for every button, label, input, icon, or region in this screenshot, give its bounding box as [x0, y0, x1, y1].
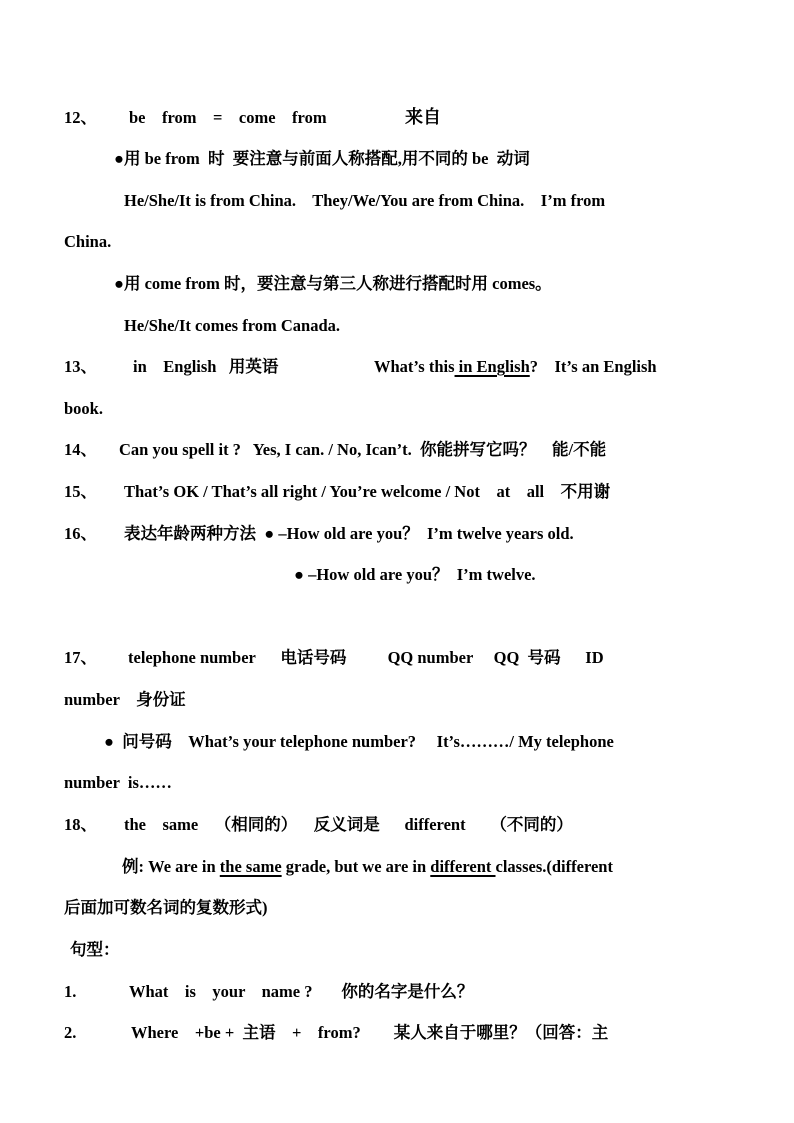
item-17-bullet: ● 问号码 What’s your telephone number? It’s………/ My telephone: [104, 732, 614, 751]
item-14-text: Can you spell it ? Yes, I can. / No, Ican’t. 你能拼写它吗？ 能/不能: [119, 440, 607, 459]
item-18-example-cont: 后面加可数名词的复数形式): [64, 898, 268, 917]
item-18-text: the same （相同的） 反义词是 different （不同的）: [124, 815, 573, 834]
pattern-1-number: 1.: [64, 982, 77, 1001]
item-15-text: That’s OK / That’s all right / You’re welcome / Not at all 不用谢: [124, 482, 611, 501]
item-12-example-1: He/She/It is from China. They/We/You are from China. I’m from: [124, 191, 606, 210]
item-13-example-cont: book.: [64, 399, 103, 418]
item-18-example-prefix: 例: We are in: [122, 857, 220, 876]
item-12-example-2: He/She/It comes from Canada.: [124, 316, 341, 335]
item-18-example-suffix: classes.(different: [495, 857, 613, 876]
item-18-underlined-same: the same: [219, 857, 282, 876]
pattern-1-text: What is your name ? 你的名字是什么？: [129, 982, 474, 1001]
item-12-note-1: ●用 be from 时 要注意与前面人称搭配,用不同的 be 动词: [114, 149, 530, 168]
item-17-text-cont: number 身份证: [64, 690, 186, 709]
pattern-2-text: Where +be + 主语 + from? 某人来自于哪里？（回答：主: [131, 1023, 609, 1042]
item-17-text: telephone number 电话号码 QQ number QQ 号码 ID: [128, 648, 604, 667]
item-13-question: What’s this: [374, 357, 455, 376]
item-13-answer: ? It’s an English: [529, 357, 657, 376]
pattern-2-number: 2.: [64, 1023, 77, 1042]
patterns-heading: 句型：: [70, 940, 120, 959]
item-16-number: 16、: [64, 524, 97, 543]
item-12-number: 12、: [64, 108, 97, 127]
item-13-number: 13、: [64, 357, 97, 376]
item-12-note-2: ●用 come from 时，要注意与第三人称进行搭配时用 comes。: [114, 274, 552, 293]
item-18-example: [122, 857, 613, 877]
item-18-number: 18、: [64, 815, 97, 834]
item-13-example: [374, 357, 657, 377]
item-13-underlined-phrase: in English: [454, 357, 530, 376]
item-15-number: 15、: [64, 482, 97, 501]
item-17-bullet-cont: number is……: [64, 773, 172, 792]
item-13-phrase: in English 用英语: [133, 357, 279, 376]
item-16-text-2: ● –How old are you？ I’m twelve.: [294, 565, 536, 584]
item-12-example-1-cont: China.: [64, 232, 112, 251]
item-18-underlined-different: different: [430, 857, 496, 876]
item-18-example-mid: grade, but we are in: [281, 857, 431, 876]
item-12-phrase: be from = come from: [129, 108, 327, 127]
item-16-text: 表达年龄两种方法 ● –How old are you？ I’m twelve years old.: [124, 524, 574, 543]
item-14-number: 14、: [64, 440, 97, 459]
item-17-number: 17、: [64, 648, 97, 667]
item-12-meaning: 来自: [405, 107, 441, 127]
